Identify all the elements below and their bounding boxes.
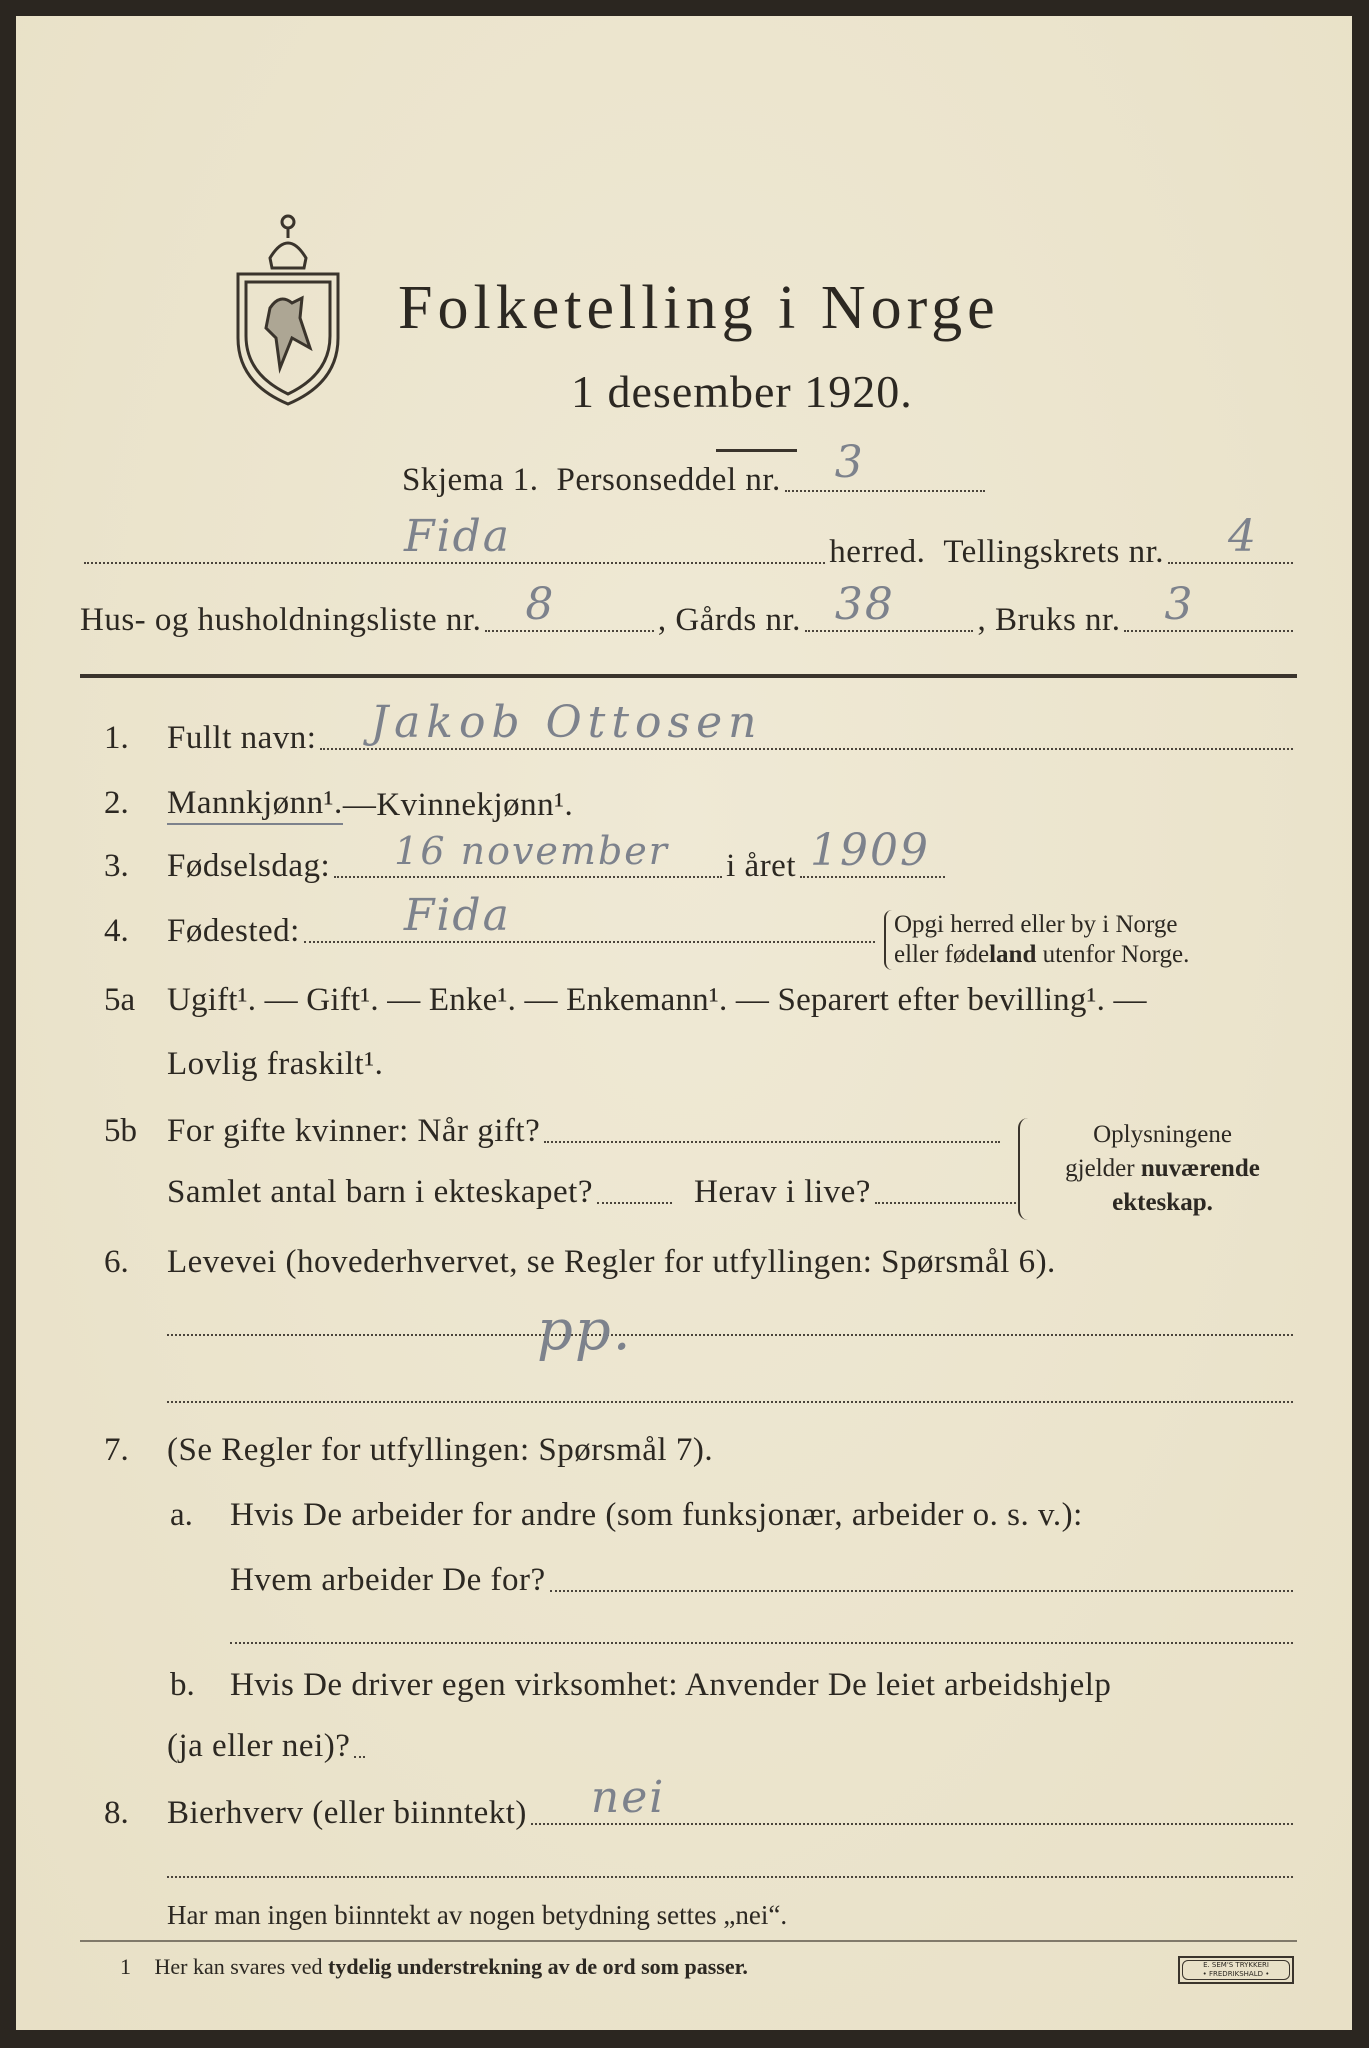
hus-field[interactable]: [485, 579, 654, 632]
year-field[interactable]: [800, 825, 945, 878]
q7b-number: b.: [170, 1667, 195, 1703]
divorced-option[interactable]: Lovlig fraskilt¹.: [167, 1046, 384, 1082]
personseddel-label: Personseddel nr.: [556, 462, 781, 498]
marital-status-options[interactable]: Ugift¹. — Gift¹. — Enke¹. — Enkemann¹. — Separert efter bevilling¹. —: [167, 982, 1147, 1018]
personseddel-value: 3: [834, 437, 865, 488]
side-income-value: nei: [590, 1772, 666, 1823]
q7a-row: [230, 1495, 1297, 1535]
personseddel-row: [402, 437, 989, 500]
tellingskrets-label: Tellingskrets nr.: [943, 534, 1164, 570]
q7a-question-row: [230, 1560, 1297, 1600]
q4-row: [167, 890, 879, 951]
birthplace-field[interactable]: [304, 890, 875, 943]
note-text: eller føde: [894, 941, 990, 968]
q7-row: [167, 1430, 1297, 1470]
children-count-label: Samlet antal barn i ekteskapet?: [167, 1174, 594, 1210]
birthdate-label: Fødselsdag:: [167, 848, 331, 884]
gards-value: 38: [834, 579, 895, 630]
occupation-field-2[interactable]: [167, 1371, 1293, 1403]
q2-number: 2.: [104, 785, 129, 821]
q6-row: [167, 1242, 1297, 1282]
hus-label: Hus- og husholdningsliste nr.: [80, 602, 482, 638]
q5a-row2: [167, 1044, 1297, 1084]
hus-row: [80, 579, 1297, 640]
section-rule: [80, 674, 1297, 678]
side-income-label: Bierhverv (eller biinntekt): [167, 1795, 527, 1831]
q7b-question-row: [167, 1726, 369, 1766]
coat-of-arms-icon: [230, 208, 346, 408]
footer-rule: [80, 1940, 1297, 1942]
footer-note: Har man ingen biinntekt av nogen betydning settes „nei“.: [167, 1900, 788, 1930]
q7a-number: a.: [170, 1497, 193, 1533]
q5b-row2: [167, 1172, 1024, 1212]
employer-field-2[interactable]: [230, 1612, 1293, 1644]
footnote-text: Her kan svares ved: [154, 1954, 328, 1979]
q8-number: 8.: [104, 1795, 129, 1831]
q5b-number: 5b: [104, 1113, 137, 1149]
note-line3: ekteskap.: [1112, 1189, 1213, 1216]
q2-row: [167, 783, 1297, 825]
footnote-bold: tydelig understrekning av de ord som passer.: [328, 1954, 748, 1979]
full-name-value: Jakob Ottosen: [370, 697, 763, 748]
q3-number: 3.: [104, 848, 129, 884]
q7a-text: Hvis De arbeider for andre (som funksjonær, arbeider o. s. v.):: [230, 1497, 1083, 1533]
employer-label: Hvem arbeider De for?: [230, 1562, 546, 1598]
bruks-field[interactable]: [1124, 579, 1293, 632]
form-title: Folketelling i Norge: [398, 274, 1000, 342]
note-bold: nuværende: [1140, 1155, 1260, 1182]
footnote-number: 1: [120, 1954, 131, 1979]
occupation-line1: [167, 1298, 1297, 1363]
hired-help-field[interactable]: [354, 1726, 365, 1758]
q5b-row: [167, 1111, 1004, 1151]
occupation-value: pp.: [537, 1298, 633, 1363]
q7-number: 7.: [104, 1432, 129, 1468]
marriage-note: [1018, 1118, 1305, 1220]
employer-line2: [230, 1612, 1297, 1652]
children-alive-field[interactable]: [875, 1172, 1020, 1204]
stamp-line1: E. SEM'S TRYKKERI: [1203, 1961, 1269, 1969]
q4-number: 4.: [104, 913, 129, 949]
employer-field[interactable]: [550, 1560, 1293, 1592]
birthdate-value: 16 november: [394, 829, 669, 873]
note-line2: gjelder: [1065, 1155, 1141, 1182]
tellingskrets-value: 4: [1228, 511, 1258, 562]
q5a-number: 5a: [104, 982, 136, 1018]
children-alive-label: Herav i live?: [694, 1174, 871, 1210]
male-option[interactable]: Mannkjønn¹.: [167, 783, 343, 825]
birthplace-note: [884, 910, 1189, 970]
printer-stamp: [1178, 1956, 1294, 1984]
occupation-field[interactable]: [167, 1298, 1293, 1363]
footnote: [120, 1953, 748, 1981]
census-date: 1 desember 1920.: [571, 366, 913, 417]
title-rule: [716, 449, 797, 452]
gender-separator: —: [342, 787, 377, 823]
birthplace-value: Fida: [403, 890, 511, 941]
skjema-label: Skjema 1.: [402, 462, 539, 498]
herred-label: herred.: [829, 534, 926, 570]
occupation-line2: [167, 1371, 1297, 1411]
q1-number: 1.: [104, 720, 129, 756]
year-value: 1909: [810, 825, 930, 876]
gards-field[interactable]: [805, 579, 974, 632]
q7b-row: [230, 1665, 1297, 1705]
side-income-field[interactable]: [531, 1772, 1293, 1825]
bruks-value: 3: [1164, 579, 1195, 630]
q3-row: [167, 825, 949, 886]
q6-number: 6.: [104, 1244, 129, 1280]
note-bold: land: [989, 941, 1037, 968]
hus-value: 8: [525, 579, 556, 630]
q5a-row: [167, 980, 1297, 1020]
tellingskrets-field[interactable]: [1168, 511, 1293, 564]
full-name-label: Fullt navn:: [167, 720, 317, 756]
bruks-label: , Bruks nr.: [977, 602, 1121, 638]
gards-label: , Gårds nr.: [657, 602, 801, 638]
occupation-label: Levevei (hovederhvervet, se Regler for utfyllingen: Spørsmål 6).: [167, 1244, 1056, 1280]
year-label: i året: [726, 848, 796, 884]
q7b-text: Hvis De driver egen virksomhet: Anvender De leiet arbeidshjelp: [230, 1667, 1112, 1703]
herred-row: [80, 511, 1297, 572]
side-income-line2: [167, 1846, 1297, 1886]
note-text: utenfor Norge.: [1036, 941, 1190, 968]
note-line1: Oplysningene: [1093, 1121, 1232, 1148]
birthplace-label: Fødested:: [167, 913, 300, 949]
birthplace-note-line1: Opgi herred eller by i Norge: [894, 911, 1178, 938]
birthdate-field[interactable]: [334, 829, 722, 878]
full-name-field[interactable]: [320, 697, 1293, 750]
q1-row: [167, 697, 1297, 758]
female-option[interactable]: Kvinnekjønn¹.: [376, 787, 574, 823]
herred-value: Fida: [404, 511, 511, 562]
q8-row: [167, 1772, 1297, 1833]
herred-field[interactable]: [84, 511, 825, 564]
q7-label: (Se Regler for utfyllingen: Spørsmål 7).: [167, 1432, 714, 1468]
side-income-field-2[interactable]: [167, 1846, 1293, 1878]
married-when-field[interactable]: [544, 1111, 1000, 1143]
children-count-field[interactable]: [597, 1172, 672, 1204]
personseddel-field[interactable]: [785, 437, 985, 492]
stamp-line2: • FREDRIKSHALD •: [1202, 1970, 1270, 1978]
hired-help-label: (ja eller nei)?: [167, 1728, 351, 1764]
married-when-label: For gifte kvinner: Når gift?: [167, 1113, 541, 1149]
